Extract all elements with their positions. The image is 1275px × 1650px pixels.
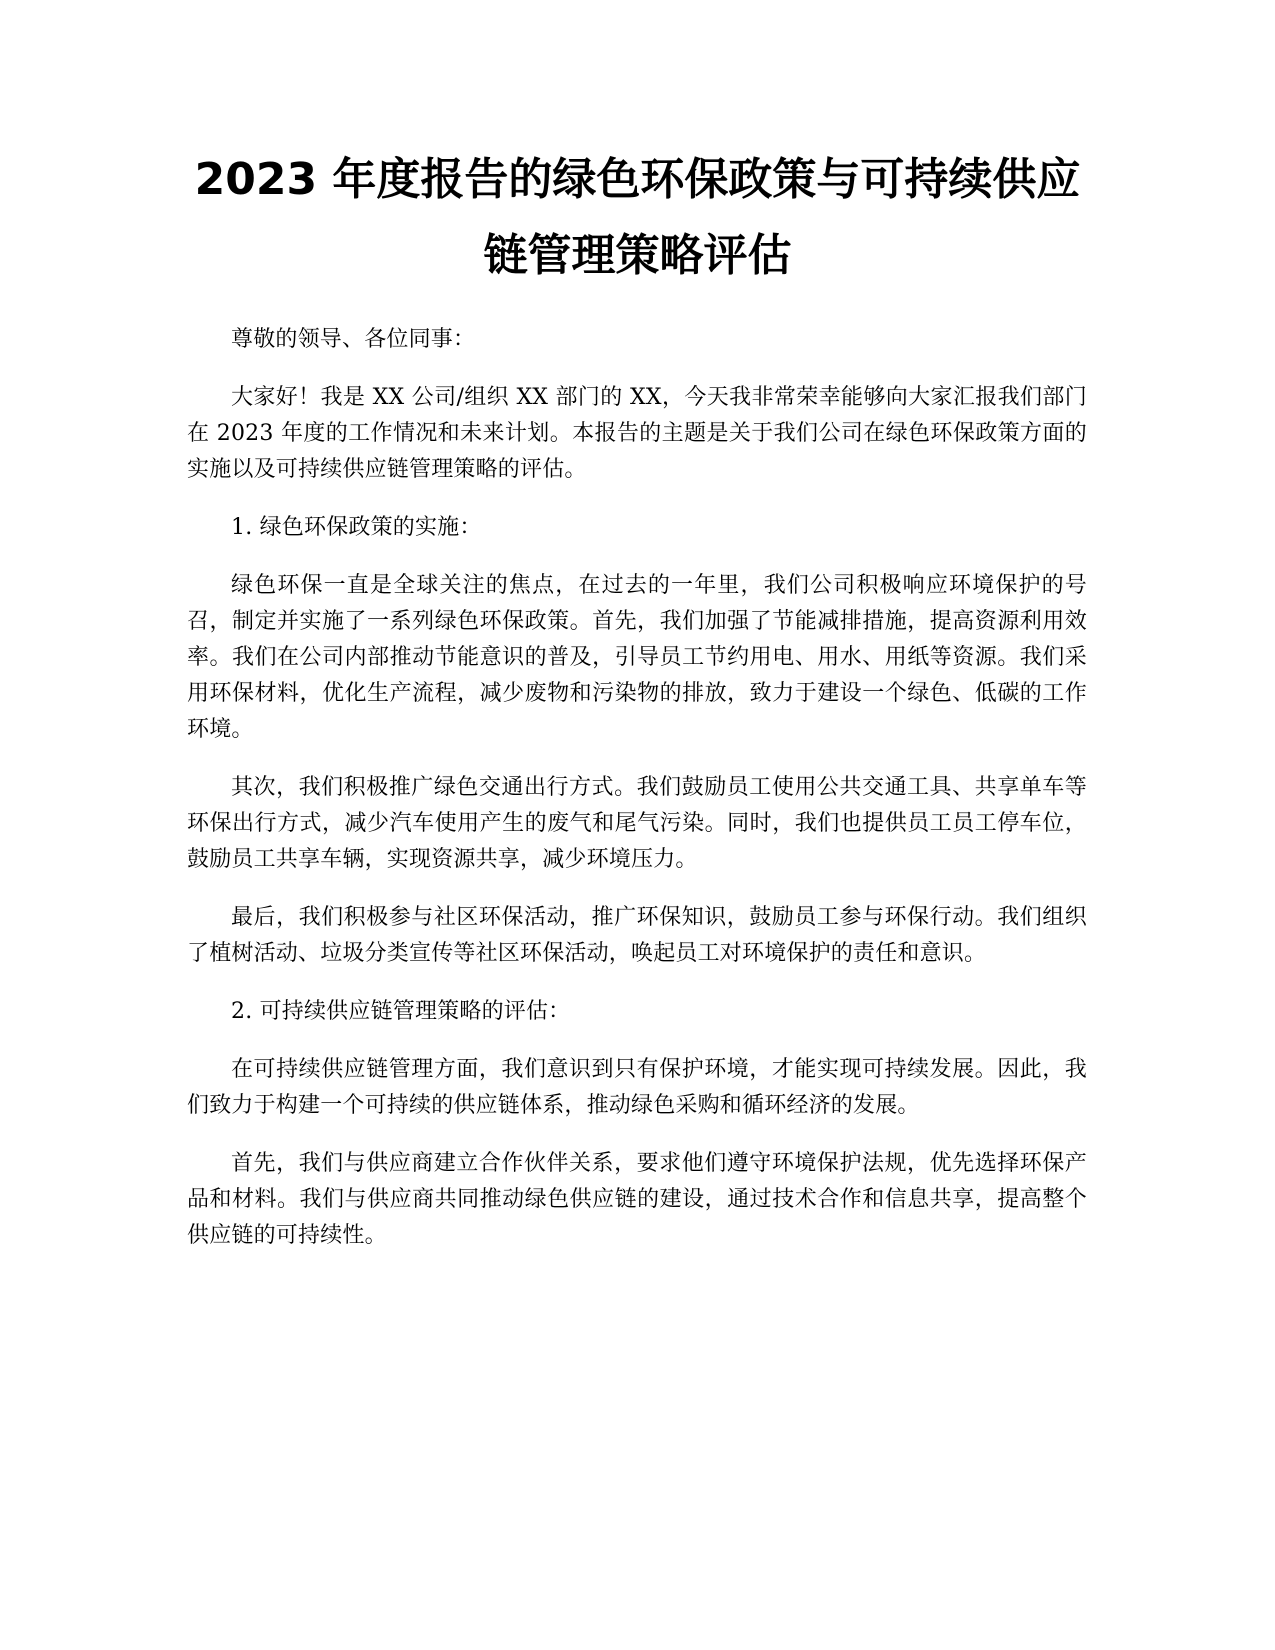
body-paragraph: 其次，我们积极推广绿色交通出行方式。我们鼓励员工使用公共交通工具、共享单车等环保出行方式，减少汽车使用产生的废气和尾气污染。同时，我们也提供员工员工停车位，鼓励员工共享车辆，实现资源共享，减少环境压力。: [187, 775, 1087, 872]
salutation: 尊敬的领导、各位同事：: [231, 327, 476, 352]
document-title-line-2: 链管理策略评估: [483, 230, 792, 281]
section-heading-1: 1. 绿色环保政策的实施：: [231, 515, 482, 540]
section-heading-2: 2. 可持续供应链管理策略的评估：: [231, 999, 571, 1024]
document-title-line-1: 2023 年度报告的绿色环保政策与可持续供应: [194, 154, 1081, 205]
body-paragraph: 在可持续供应链管理方面，我们意识到只有保护环境，才能实现可持续发展。因此，我们致力于构建一个可持续的供应链体系，推动绿色采购和循环经济的发展。: [187, 1057, 1087, 1118]
body-paragraph: 最后，我们积极参与社区环保活动，推广环保知识，鼓励员工参与环保行动。我们组织了植树活动、垃圾分类宣传等社区环保活动，唤起员工对环境保护的责任和意识。: [187, 905, 1087, 966]
document-body: [187, 322, 1087, 1276]
body-paragraph: 绿色环保一直是全球关注的焦点，在过去的一年里，我们公司积极响应环境保护的号召，制定并实施了一系列绿色环保政策。首先，我们加强了节能减排措施，提高资源利用效率。我们在公司内部推动节能意识的普及，引导员工节约用电、用水、用纸等资源。我们采用环保材料，优化生产流程，减少废物和污染物的排放，致力于建设一个绿色、低碳的工作环境。: [187, 573, 1087, 742]
intro-paragraph: 大家好！我是 XX 公司/组织 XX 部门的 XX，今天我非常荣幸能够向大家汇报我们部门在 2023 年度的工作情况和未来计划。本报告的主题是关于我们公司在绿色环保政策方面的实施以及可持续供应链管理策略的评估。: [187, 385, 1087, 482]
body-paragraph: 首先，我们与供应商建立合作伙伴关系，要求他们遵守环境保护法规，优先选择环保产品和材料。我们与供应商共同推动绿色供应链的建设，通过技术合作和信息共享，提高整个供应链的可持续性。: [187, 1151, 1087, 1248]
